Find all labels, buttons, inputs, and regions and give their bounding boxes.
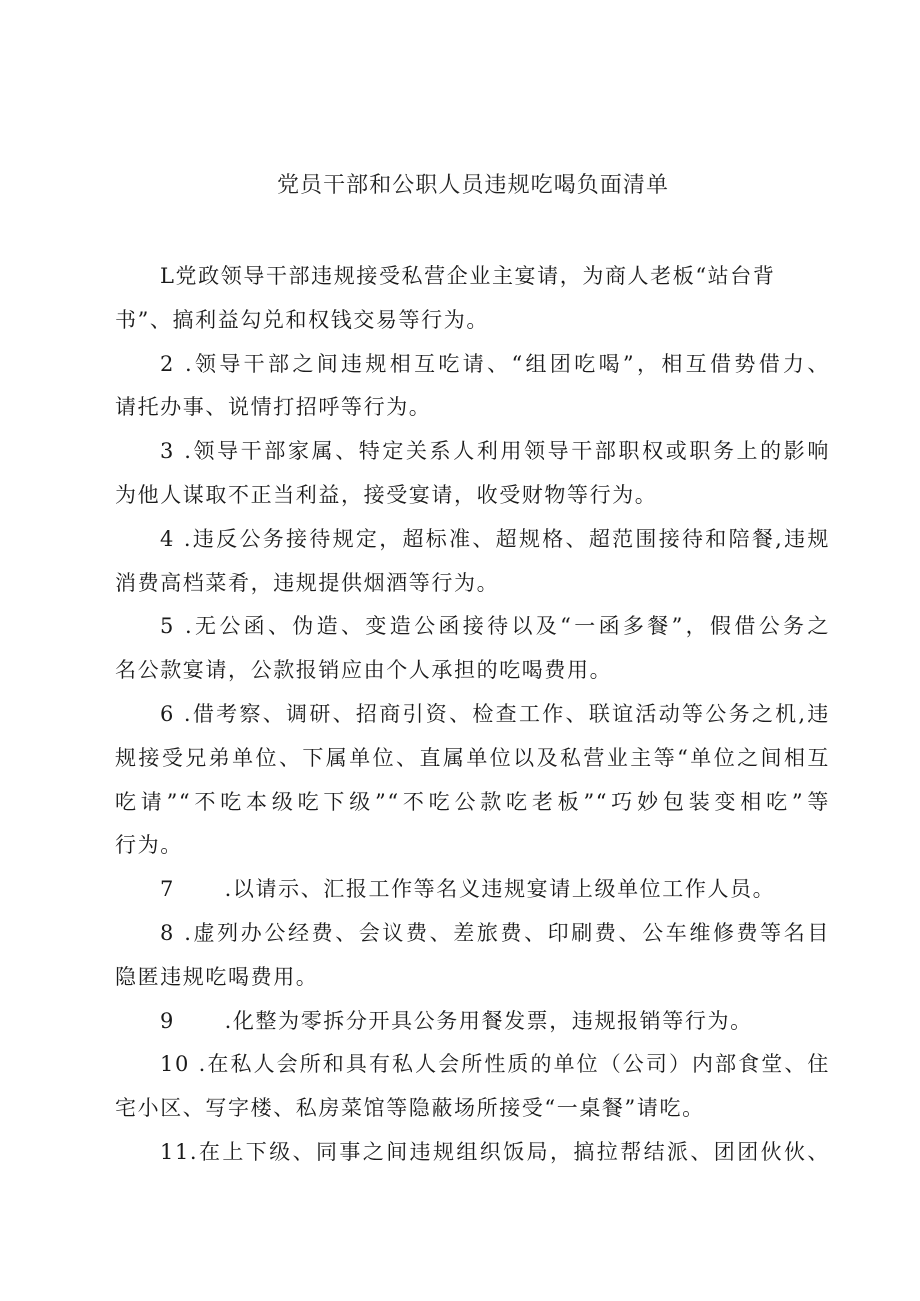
list-item-7 (115, 868, 830, 912)
list-item-9 (115, 1000, 830, 1044)
list-item-3-line-1: 3 .领导干部家属、特定关系人利用领导干部职权或职务上的影响 (160, 439, 830, 464)
list-item-8 (115, 912, 830, 1000)
page-title: 党员干部和公职人员违规吃喝负面清单 (277, 173, 669, 198)
list-item-5-line-2: 名公款宴请，公款报销应由个人承担的吃喝费用。 (115, 658, 613, 683)
list-item-6-line-2: 规接受兄弟单位、下属单位、直属单位以及私营业主等“单位之间相互 (115, 745, 830, 770)
list-item-3-line-2: 为他人谋取不正当利益，接受宴请，收受财物等行为。 (115, 482, 658, 507)
list-item-9-line-1: 9 .化整为零拆分开具公务用餐发票，违规报销等行为。 (160, 1008, 753, 1033)
list-item-5 (115, 605, 830, 693)
list-item-10 (115, 1043, 830, 1131)
list-item-1-line-1: L党政领导干部违规接受私营企业主宴请，为商人老板“站台背 (160, 264, 776, 288)
list-item-2 (115, 343, 830, 431)
document-body (115, 255, 830, 1175)
list-item-6-line-1: 6 .借考察、调研、招商引资、检查工作、联谊活动等公务之机,违 (160, 701, 830, 726)
list-item-6 (115, 693, 830, 868)
list-item-4-line-2: 消费高档菜肴，违规提供烟酒等行为。 (115, 570, 500, 595)
list-item-10-line-1: 10 .在私人会所和具有私人会所性质的单位（公司）内部食堂、住 (160, 1052, 830, 1077)
list-item-11 (115, 1131, 830, 1175)
list-item-6-line-3: 吃请”“不吃本级吃下级”“不吃公款吃老板”“巧妙包装变相吃”等 (115, 789, 830, 814)
list-item-8-line-1: 8 .虚列办公经费、会议费、差旅费、印刷费、公车维修费等名目 (160, 920, 830, 945)
list-item-3 (115, 430, 830, 518)
list-item-2-line-1: 2 .领导干部之间违规相互吃请、“组团吃喝”，相互借势借力、 (160, 351, 830, 376)
list-item-4 (115, 518, 830, 606)
list-item-5-line-1: 5 .无公函、伪造、变造公函接待以及“一函多餐”，假借公务之 (160, 614, 830, 639)
list-item-1-line-2: 书”、搞利益勾兑和权钱交易等行为。 (115, 307, 489, 332)
list-item-4-line-1: 4 .违反公务接待规定，超标准、超规格、超范围接待和陪餐,违规 (160, 526, 830, 551)
list-item-8-line-2: 隐匿违规吃喝费用。 (115, 964, 319, 989)
list-item-7-line-1: 7 .以请示、汇报工作等名义违规宴请上级单位工作人员。 (160, 877, 776, 902)
list-item-11-line-1: 11.在上下级、同事之间违规组织饭局，搞拉帮结派、团团伙伙、 (160, 1139, 830, 1164)
list-item-1 (115, 255, 830, 343)
list-item-6-line-4: 行为。 (115, 833, 183, 858)
list-item-2-line-2: 请托办事、说情打招呼等行为。 (115, 395, 432, 420)
list-item-10-line-2: 宅小区、写字楼、私房菜馆等隐蔽场所接受“一桌餐”请吃。 (115, 1096, 705, 1121)
